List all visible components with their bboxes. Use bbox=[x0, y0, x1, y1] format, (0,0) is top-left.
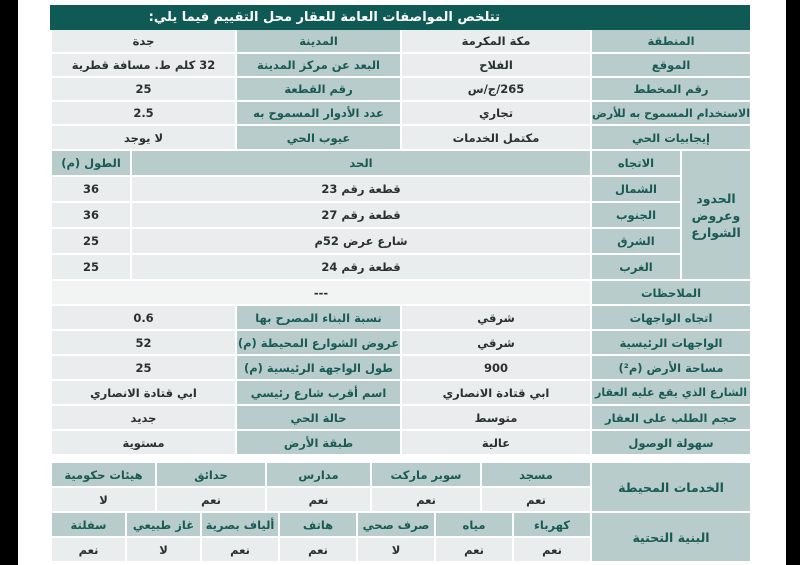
sheet-title: تتلخص المواصفات العامة للعقار محل التقييم فيما يلي: bbox=[50, 5, 750, 30]
label-main-facade-length: طول الواجهة الرئيسية (م) bbox=[235, 356, 400, 381]
service-parks: حدائق bbox=[155, 463, 265, 488]
label-region: المنطقة bbox=[590, 30, 750, 54]
boundaries-group-label: الحدود وعروض الشوارع bbox=[680, 151, 750, 281]
service-mosque-value: نعم bbox=[480, 488, 590, 513]
label-main-facades: الواجهات الرئيسية bbox=[590, 331, 750, 356]
value-neighborhood-pros: مكتمل الخدمات bbox=[400, 126, 590, 151]
label-land-area: مساحة الأرض (م²) bbox=[590, 356, 750, 381]
infrastructure-label: البنية التحتية bbox=[590, 513, 750, 563]
infra-fiber: ألياف بصرية bbox=[200, 513, 278, 538]
value-plot-number: 25 bbox=[50, 78, 235, 102]
label-city: المدينة bbox=[235, 30, 400, 54]
label-plan-number: رقم المخطط bbox=[590, 78, 750, 102]
infra-water: مياه bbox=[434, 513, 512, 538]
value-main-facades: شرقي bbox=[400, 331, 590, 356]
service-mosque: مسجد bbox=[480, 463, 590, 488]
infra-natural-gas: غاز طبيعي bbox=[125, 513, 200, 538]
label-demand: حجم الطلب على العقار bbox=[590, 406, 750, 431]
value-demand: متوسط bbox=[400, 406, 590, 431]
infra-water-value: نعم bbox=[434, 538, 512, 563]
boundary-east: شارع عرض 52م bbox=[130, 229, 590, 255]
label-land-use: الاستخدام المسموح به للأرض bbox=[590, 102, 750, 126]
label-location: الموقع bbox=[590, 54, 750, 78]
label-plot-number: رقم القطعة bbox=[235, 78, 400, 102]
right-black-bar bbox=[786, 0, 800, 565]
boundary-north: قطعة رقم 23 bbox=[130, 177, 590, 203]
length-south: 36 bbox=[50, 203, 130, 229]
service-government-value: لا bbox=[50, 488, 155, 513]
label-accessibility: سهولة الوصول bbox=[590, 431, 750, 456]
value-region: مكة المكرمة bbox=[400, 30, 590, 54]
value-distance: 32 كلم ط. مسافة قطرية bbox=[50, 54, 235, 78]
boundary-west: قطعة رقم 24 bbox=[130, 255, 590, 281]
value-street-widths: 52 bbox=[50, 331, 235, 356]
header-direction: الاتجاه bbox=[590, 151, 680, 177]
infra-phone: هاتف bbox=[278, 513, 356, 538]
label-notes: الملاحظات bbox=[590, 281, 750, 306]
value-nearest-main-street: ابي قتادة الانصاري bbox=[50, 381, 235, 406]
value-neighborhood-state: جديد bbox=[50, 406, 235, 431]
length-east: 25 bbox=[50, 229, 130, 255]
label-facade-direction: اتجاه الواجهات bbox=[590, 306, 750, 331]
infra-fiber-value: نعم bbox=[200, 538, 278, 563]
label-building-ratio: نسبة البناء المصرح بها bbox=[235, 306, 400, 331]
value-neighborhood-cons: لا يوجد bbox=[50, 126, 235, 151]
label-land-layer: طبقة الأرض bbox=[235, 431, 400, 456]
value-facade-direction: شرقي bbox=[400, 306, 590, 331]
direction-north: الشمال bbox=[590, 177, 680, 203]
value-floors-allowed: 2.5 bbox=[50, 102, 235, 126]
label-property-street: الشارع الذي يقع عليه العقار bbox=[590, 381, 750, 406]
value-plan-number: 265/ج/س bbox=[400, 78, 590, 102]
infra-natural-gas-value: لا bbox=[125, 538, 200, 563]
service-supermarket-value: نعم bbox=[370, 488, 480, 513]
header-length: الطول (م) bbox=[50, 151, 130, 177]
label-neighborhood-cons: عيوب الحي bbox=[235, 126, 400, 151]
service-parks-value: نعم bbox=[155, 488, 265, 513]
value-land-layer: مستوية bbox=[50, 431, 235, 456]
boundary-south: قطعة رقم 27 bbox=[130, 203, 590, 229]
label-floors-allowed: عدد الأدوار المسموح به bbox=[235, 102, 400, 126]
label-street-widths: عروض الشوارع المحيطة (م) bbox=[235, 331, 400, 356]
value-main-facade-length: 25 bbox=[50, 356, 235, 381]
infra-electricity-value: نعم bbox=[512, 538, 590, 563]
service-supermarket: سوبر ماركت bbox=[370, 463, 480, 488]
value-notes: --- bbox=[50, 281, 590, 306]
direction-west: الغرب bbox=[590, 255, 680, 281]
label-nearest-main-street: اسم أقرب شارع رئيسي bbox=[235, 381, 400, 406]
infra-sewage: صرف صحي bbox=[356, 513, 434, 538]
length-west: 25 bbox=[50, 255, 130, 281]
left-black-bar bbox=[0, 0, 18, 565]
header-boundary: الحد bbox=[130, 151, 590, 177]
direction-east: الشرق bbox=[590, 229, 680, 255]
label-distance: البعد عن مركز المدينة bbox=[235, 54, 400, 78]
value-location: الفلاح bbox=[400, 54, 590, 78]
infra-phone-value: نعم bbox=[278, 538, 356, 563]
infra-electricity: كهرباء bbox=[512, 513, 590, 538]
value-land-area: 900 bbox=[400, 356, 590, 381]
label-neighborhood-pros: إيجابيات الحي bbox=[590, 126, 750, 151]
service-government: هيئات حكومية bbox=[50, 463, 155, 488]
services-label: الخدمات المحيطة bbox=[590, 463, 750, 513]
value-building-ratio: 0.6 bbox=[50, 306, 235, 331]
infra-paving-value: نعم bbox=[50, 538, 125, 563]
value-property-street: ابي قتادة الانصاري bbox=[400, 381, 590, 406]
direction-south: الجنوب bbox=[590, 203, 680, 229]
value-land-use: تجاري bbox=[400, 102, 590, 126]
label-neighborhood-state: حالة الحي bbox=[235, 406, 400, 431]
length-north: 36 bbox=[50, 177, 130, 203]
service-schools-value: نعم bbox=[265, 488, 370, 513]
infra-paving: سفلتة bbox=[50, 513, 125, 538]
value-city: جدة bbox=[50, 30, 235, 54]
value-accessibility: عالية bbox=[400, 431, 590, 456]
service-schools: مدارس bbox=[265, 463, 370, 488]
property-spec-sheet bbox=[50, 5, 750, 565]
infra-sewage-value: لا bbox=[356, 538, 434, 563]
